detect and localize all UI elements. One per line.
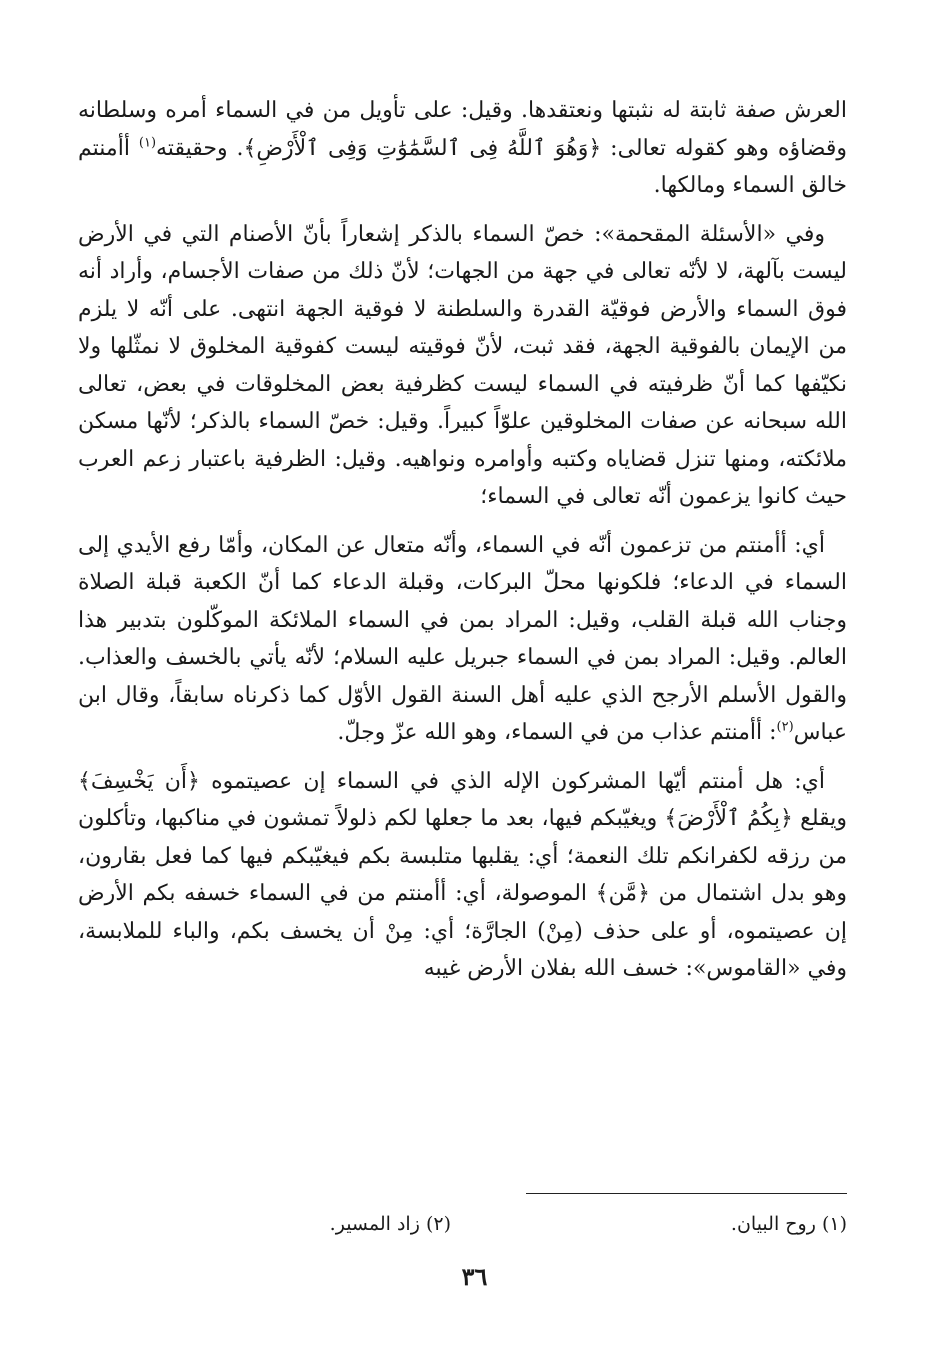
footnote-2: [330, 1210, 451, 1238]
footnote-2-text: زاد المسير.: [329, 1213, 420, 1235]
paragraph-3-text-after: : أأمنتم عذاب من في السماء، وهو الله عزّ وجلّ.: [337, 720, 777, 745]
page-body: [78, 92, 847, 988]
paragraph-3-text-before: أي: أأمنتم من تزعمون أنّه في السماء، وأنّه متعال عن المكان، وأمّا رفع الأيدي إلى السماء في الدعاء؛ فلكونها محلّ البركات، وقبلة الدعاء كما أنّ الكعبة قبلة الصلاة وجناب الله قبلة القلب، وقيل: المراد بمن في السماء الملائكة الموكّلون بتدبير هذا العالم. وقيل: المراد بمن في السماء جبريل عليه السلام؛ لأنّه يأتي بالخسف والعذاب. والقول الأسلم الأرجح الذي عليه أهل السنة القول الأوّل كما ذكرناه سابقاً، وقال ابن عباس: [78, 532, 847, 745]
footnote-divider: [526, 1193, 847, 1194]
paragraph-1: [78, 92, 847, 205]
footnote-1-marker: (١): [821, 1213, 847, 1235]
paragraph-1-text-before: العرش صفة ثابتة له نثبتها ونعتقدها. وقيل: على تأويل من في السماء أمره وسلطانه وقضاؤه وهو كقوله تعالى: ﴿وَهُوَ ٱللَّهُ فِى ٱلسَّمَٰوَٰتِ وَفِى ٱلْأَرْضِ﴾. وحقيقته: [78, 98, 847, 161]
footnote-1: [731, 1210, 847, 1238]
footnote-marker-1: (١): [138, 135, 157, 151]
paragraph-2: وفي «الأسئلة المقحمة»: خصّ السماء بالذكر إشعاراً بأنّ الأصنام التي في الأرض ليست بآلهة، لا لأنّه تعالى في جهة من الجهات؛ لأنّ ذلك من صفات الأجسام، وأراد أنه فوق السماء والأرض فوقيّة القدرة والسلطنة لا فوقية الجهة انتهى. على أنّه لا يلزم من الإيمان بالفوقية الجهة، فقد ثبت، لأنّ فوقيته ليست كفوقية المخلوق لا نمثّلها ولا نكيّفها كما أنّ ظرفيته في السماء ليست كظرفية بعض المخلوقات في بعض، تعالى الله سبحانه عن صفات المخلوقين علوّاً كبيراً. وقيل: خصّ السماء بالذكر؛ لأنّها مسكن ملائكته، ومنها تنزل قضاياه وكتبه وأوامره ونواهيه. وقيل: الظرفية باعتبار زعم العرب حيث كانوا يزعمون أنّه تعالى في السماء؛: [78, 221, 847, 509]
page-number: ٣٦: [461, 1262, 488, 1291]
paragraph-1-text-after: أأمنتم خالق السماء ومالكها.: [78, 135, 847, 198]
paragraph-4: أي: هل أمنتم أيّها المشركون الإله الذي في السماء إن عصيتموه ﴿أَن يَخْسِفَ﴾ ويقلع ﴿بِكُمُ ٱلْأَرْضَ﴾ ويغيّبكم فيها، بعد ما جعلها لكم ذلولاً تمشون في مناكبها، وتأكلون من رزقه لكفرانكم تلك النعمة؛ أي: يقلبها متلبسة بكم فيغيّبكم فيها كما فعل بقارون، وهو بدل اشتمال من ﴿مَّن﴾ الموصولة، أي: أأمنتم من في السماء خسفه بكم الأرض إن عصيتموه، أو على حذف (مِنْ) الجارَّة؛ أي: مِنْ أن يخسف بكم، والباء للملابسة، وفي «القاموس»: خسف الله بفلان الأرض غيبه: [78, 768, 847, 981]
footnote-marker-2: (٢): [776, 719, 794, 735]
footnote-1-text: روح البيان.: [730, 1213, 816, 1235]
footnote-2-marker: (٢): [425, 1213, 451, 1235]
paragraph-3: [78, 527, 847, 752]
